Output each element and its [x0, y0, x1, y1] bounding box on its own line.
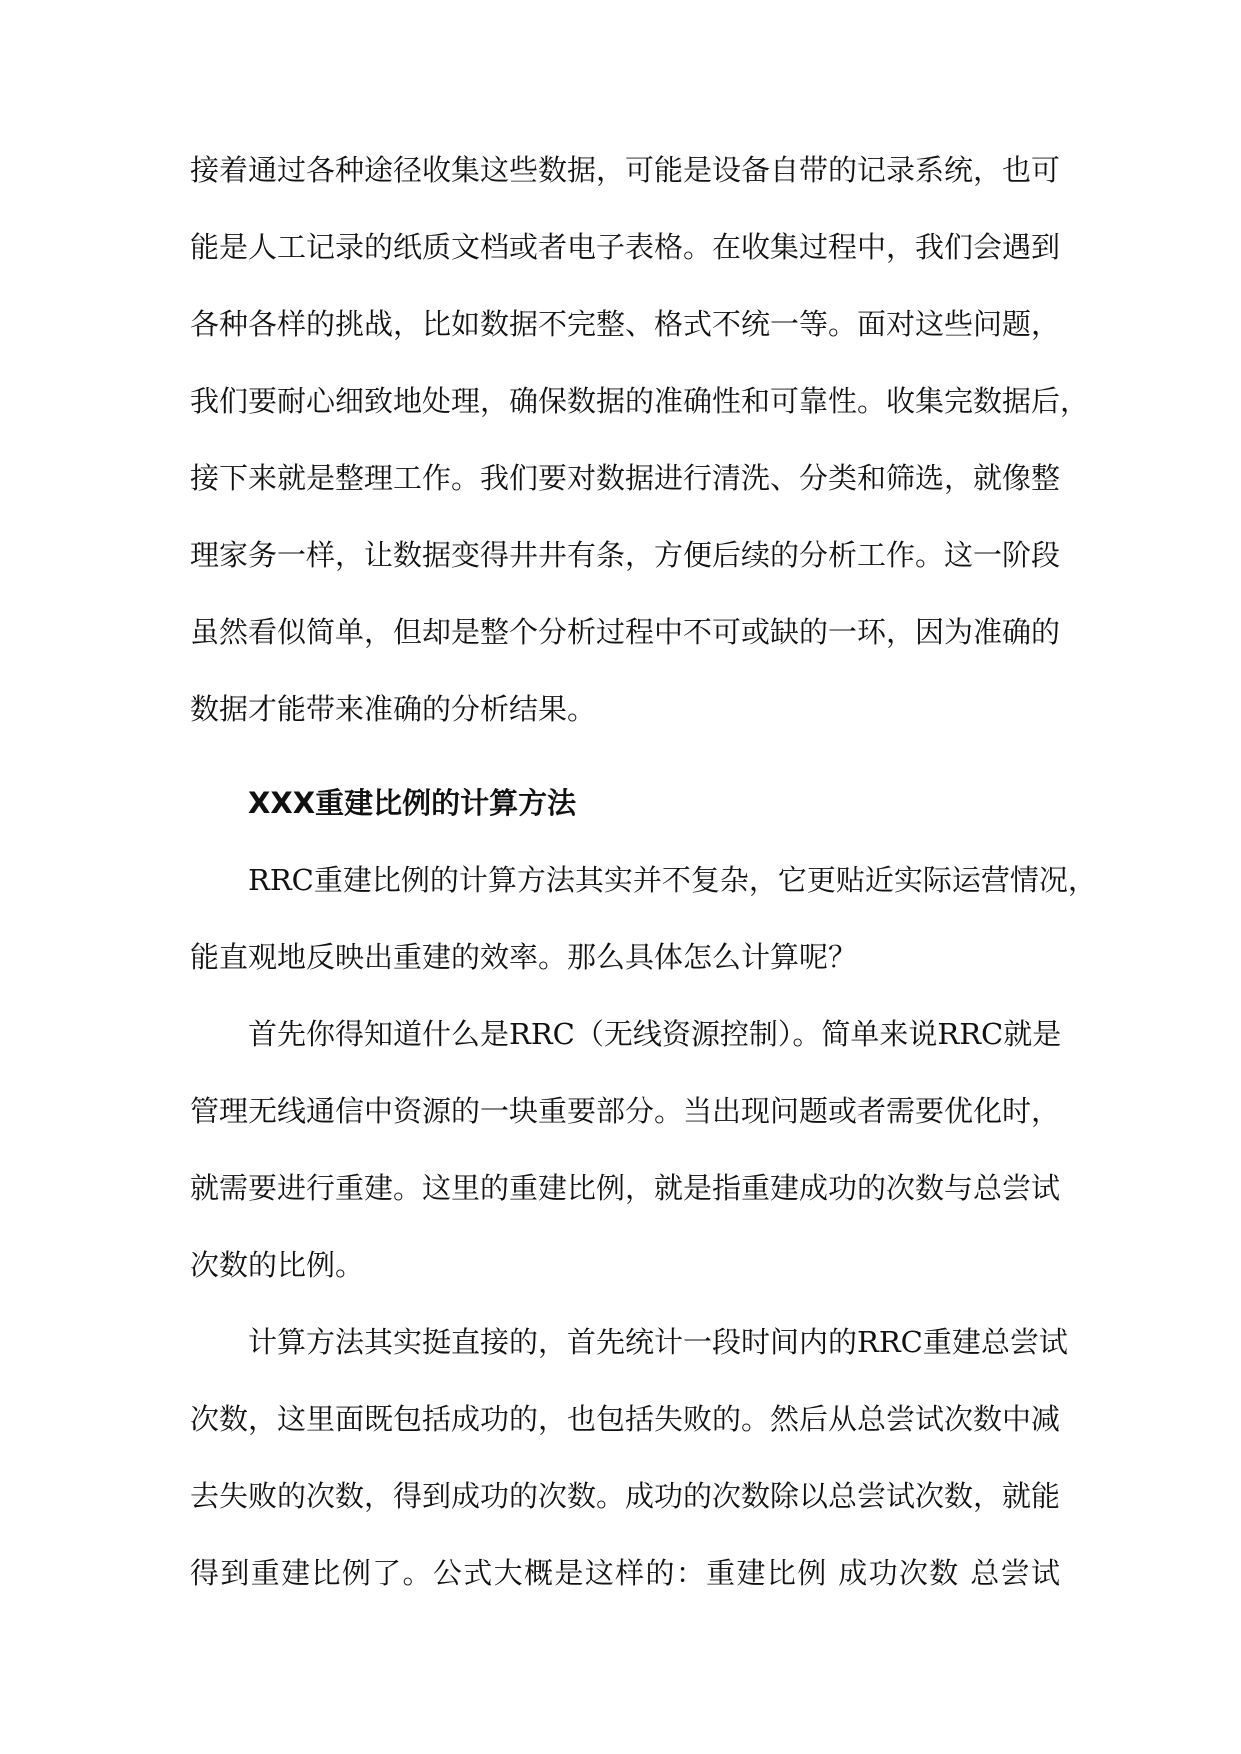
- paragraph-1-line-4: 我们要耐心细致地处理，确保数据的准确性和可靠性。收集完数据后，: [190, 384, 1090, 418]
- paragraph-1-line-5: 接下来就是整理工作。我们要对数据进行清洗、分类和筛选，就像整: [190, 461, 1061, 495]
- paragraph-1-line-8: 数据才能带来准确的分析结果。: [190, 692, 597, 726]
- paragraph-2-line-1: RRC重建比例的计算方法其实并不复杂，它更贴近实际运营情况，: [248, 863, 1097, 897]
- paragraph-2-line-2: 能直观地反映出重建的效率。那么具体怎么计算呢？: [190, 940, 858, 974]
- paragraph-4-line-3: 去失败的次数，得到成功的次数。成功的次数除以总尝试次数，就能: [190, 1479, 1061, 1513]
- paragraph-4-line-1: 计算方法其实挺直接的，首先统计一段时间内的RRC重建总尝试: [248, 1325, 1068, 1359]
- paragraph-1-line-2: 能是人工记录的纸质文档或者电子表格。在收集过程中，我们会遇到: [190, 230, 1061, 264]
- paragraph-4-line-4: 得到重建比例了。公式大概是这样的：重建比例 成功次数 总尝试: [190, 1556, 1060, 1590]
- section-heading: XXX重建比例的计算方法: [248, 786, 577, 820]
- paragraph-3-line-4: 次数的比例。: [190, 1248, 365, 1282]
- paragraph-1-line-7: 虽然看似简单，但却是整个分析过程中不可或缺的一环，因为准确的: [190, 615, 1061, 649]
- paragraph-4-line-2: 次数，这里面既包括成功的，也包括失败的。然后从总尝试次数中减: [190, 1402, 1061, 1436]
- paragraph-3-line-1: 首先你得知道什么是RRC（无线资源控制）。简单来说RRC就是: [248, 1017, 1062, 1051]
- paragraph-1-line-3: 各种各样的挑战，比如数据不完整、格式不统一等。面对这些问题，: [190, 307, 1061, 341]
- paragraph-1-line-1: 接着通过各种途径收集这些数据，可能是设备自带的记录系统，也可: [190, 153, 1061, 187]
- paragraph-1-line-6: 理家务一样，让数据变得井井有条，方便后续的分析工作。这一阶段: [190, 538, 1061, 572]
- paragraph-3-line-3: 就需要进行重建。这里的重建比例，就是指重建成功的次数与总尝试: [190, 1171, 1061, 1205]
- paragraph-3-line-2: 管理无线通信中资源的一块重要部分。当出现问题或者需要优化时，: [190, 1094, 1061, 1128]
